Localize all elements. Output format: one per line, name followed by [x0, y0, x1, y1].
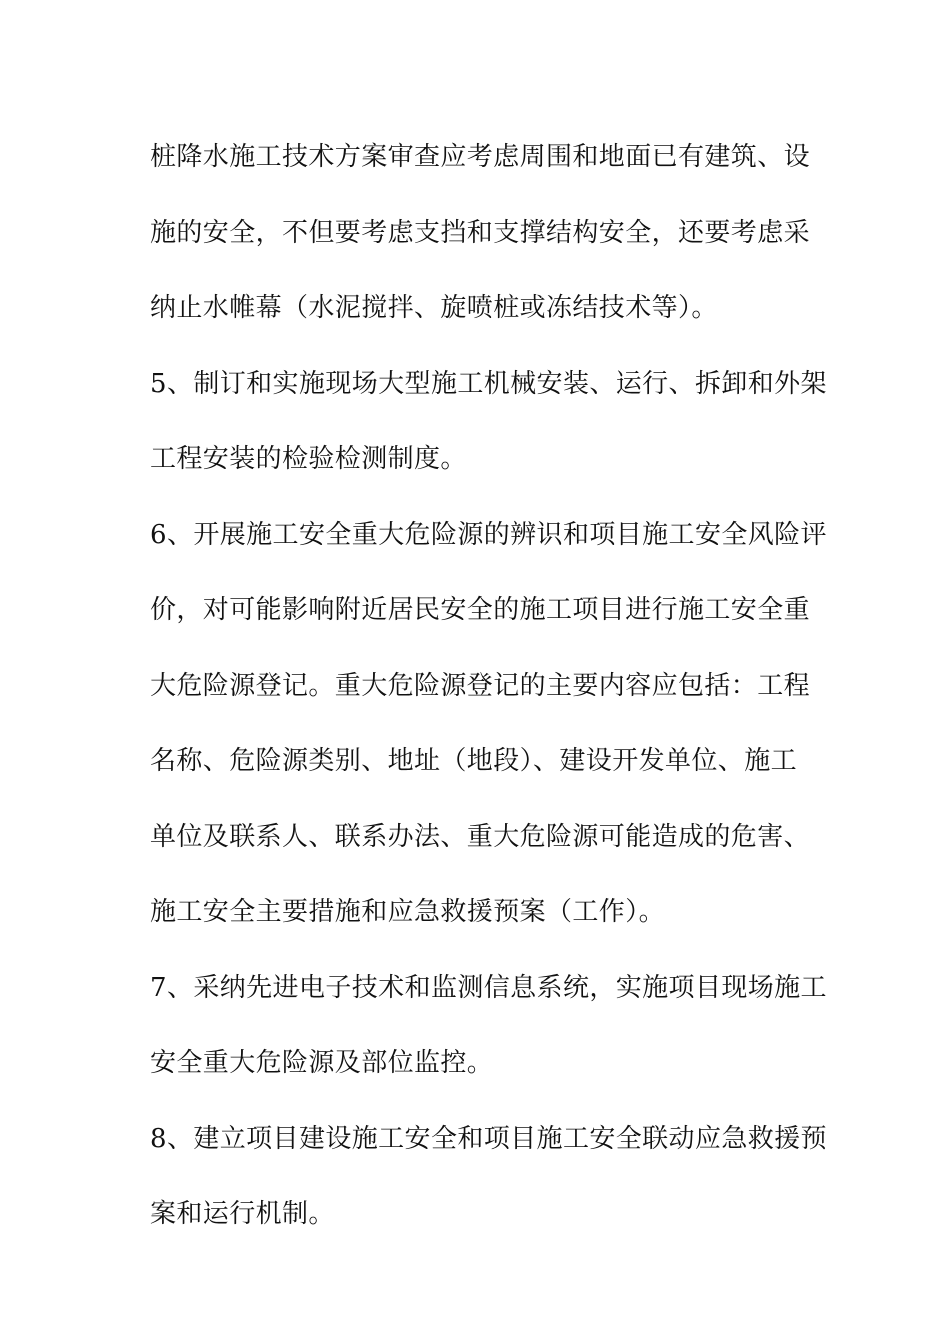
text-line: 名称、危险源类别、地址（地段）、建设开发单位、施工	[150, 746, 798, 776]
text-line: 桩降水施工技术方案审查应考虑周围和地面已有建筑、设	[150, 142, 811, 172]
text-line: 6、开展施工安全重大危险源的辨识和项目施工安全风险评	[150, 519, 827, 550]
text-line: 施的安全，不但要考虑支挡和支撑结构安全，还要考虑采	[150, 217, 811, 248]
text-line: 施工安全主要措施和应急救援预案（工作）。	[150, 897, 666, 927]
text-line: 价，对可能影响附近居民安全的施工项目进行施工安全重	[150, 595, 811, 625]
text-line: 纳止水帷幕（水泥搅拌、旋喷桩或冻结技术等）。	[150, 293, 718, 323]
text-line: 7、采纳先进电子技术和监测信息系统，实施项目现场施工	[150, 972, 827, 1003]
text-line: 安全重大危险源及部位监控。	[150, 1048, 494, 1078]
text-line: 工程安装的检验检测制度。	[150, 444, 467, 474]
text-line: 大危险源登记。重大危险源登记的主要内容应包括：工程	[150, 670, 811, 701]
text-line: 5、制订和实施现场大型施工机械安装、运行、拆卸和外架	[150, 368, 827, 399]
text-line: 8、建立项目建设施工安全和项目施工安全联动应急救援预	[150, 1123, 827, 1154]
body-text	[150, 120, 827, 1253]
text-line: 单位及联系人、联系办法、重大危险源可能造成的危害、	[150, 821, 811, 852]
text-line: 案和运行机制。	[150, 1199, 335, 1229]
